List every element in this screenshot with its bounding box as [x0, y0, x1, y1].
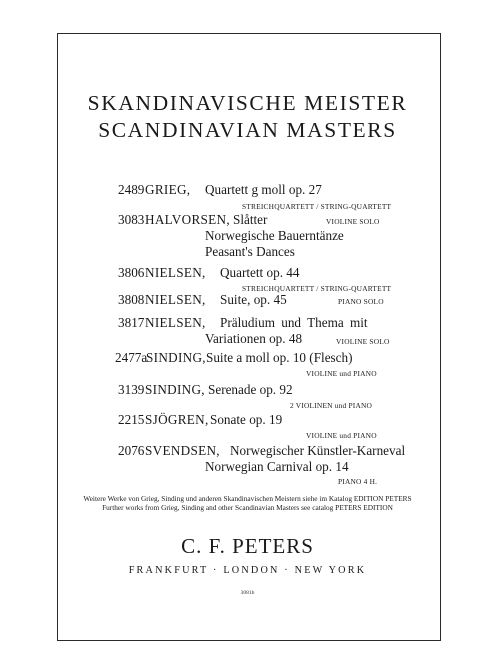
- edition-number: 3139: [118, 382, 145, 397]
- work-title-line: Norwegische Bauerntänze: [205, 228, 344, 243]
- instrumentation: PIANO SOLO: [338, 297, 384, 306]
- composer-name: NIELSEN,: [145, 315, 206, 330]
- footer-note-german: Weitere Werke von Grieg, Sinding und anderen Skandinavischen Meistern siehe im Katalog EDITION PETERS: [83, 494, 412, 503]
- instrumentation: VIOLINE und PIANO: [306, 431, 377, 440]
- instrumentation: 2 VIOLINEN und PIANO: [290, 401, 373, 410]
- instrumentation: STREICHQUARTETT / STRING-QUARTETT: [242, 284, 392, 293]
- instrumentation: VIOLINE SOLO: [326, 217, 380, 226]
- instrumentation: STREICHQUARTETT / STRING-QUARTETT: [242, 202, 392, 211]
- work-title: Norwegischer Künstler-Karneval: [230, 443, 406, 458]
- series-title-german: SKANDINAVISCHE MEISTER: [87, 91, 408, 115]
- edition-number: 2489: [118, 182, 145, 197]
- edition-number: 2477a: [115, 350, 148, 365]
- instrumentation: VIOLINE und PIANO: [306, 369, 377, 378]
- edition-number: 3083: [118, 212, 145, 227]
- catalog-number: 3081b: [240, 590, 255, 596]
- publisher-cities: FRANKFURT · LONDON · NEW YORK: [128, 565, 367, 576]
- publisher-name: C. F. PETERS: [181, 534, 314, 558]
- edition-number: 2215: [118, 412, 145, 427]
- footer-note-english: Further works from Grieg, Sinding and other Scandinavian Masters see catalog PETERS EDITION: [102, 503, 393, 512]
- composer-name: SJÖGREN,: [145, 412, 209, 427]
- composer-name: SINDING,: [145, 382, 205, 397]
- work-title: Quartett g moll op. 27: [205, 182, 322, 197]
- edition-number: 3808: [118, 292, 145, 307]
- composer-name: GRIEG,: [145, 182, 191, 197]
- instrumentation: VIOLINE SOLO: [336, 337, 390, 346]
- work-title: Suite, op. 45: [220, 292, 287, 307]
- composer-name: HALVORSEN,: [145, 212, 230, 227]
- work-title: Sonate op. 19: [210, 412, 283, 427]
- work-title: Quartett op. 44: [220, 265, 300, 280]
- composer-name: NIELSEN,: [145, 265, 206, 280]
- work-title: Präludium und Thema mit: [220, 315, 368, 330]
- work-title-line: Peasant's Dances: [205, 244, 295, 259]
- work-title: Slåtter: [233, 212, 268, 227]
- edition-number: 2076: [118, 443, 145, 458]
- instrumentation: PIANO 4 H.: [338, 477, 378, 486]
- work-title-line: Variationen op. 48: [205, 331, 303, 346]
- edition-number: 3806: [118, 265, 145, 280]
- work-title: Suite a moll op. 10 (Flesch): [206, 350, 353, 365]
- composer-name: SVENDSEN,: [145, 443, 220, 458]
- edition-number: 3817: [118, 315, 145, 330]
- work-title: Serenade op. 92: [208, 382, 293, 397]
- composer-name: SINDING,: [146, 350, 206, 365]
- composer-name: NIELSEN,: [145, 292, 206, 307]
- work-title-line: Norwegian Carnival op. 14: [205, 459, 349, 474]
- series-title-english: SCANDINAVIAN MASTERS: [98, 118, 397, 142]
